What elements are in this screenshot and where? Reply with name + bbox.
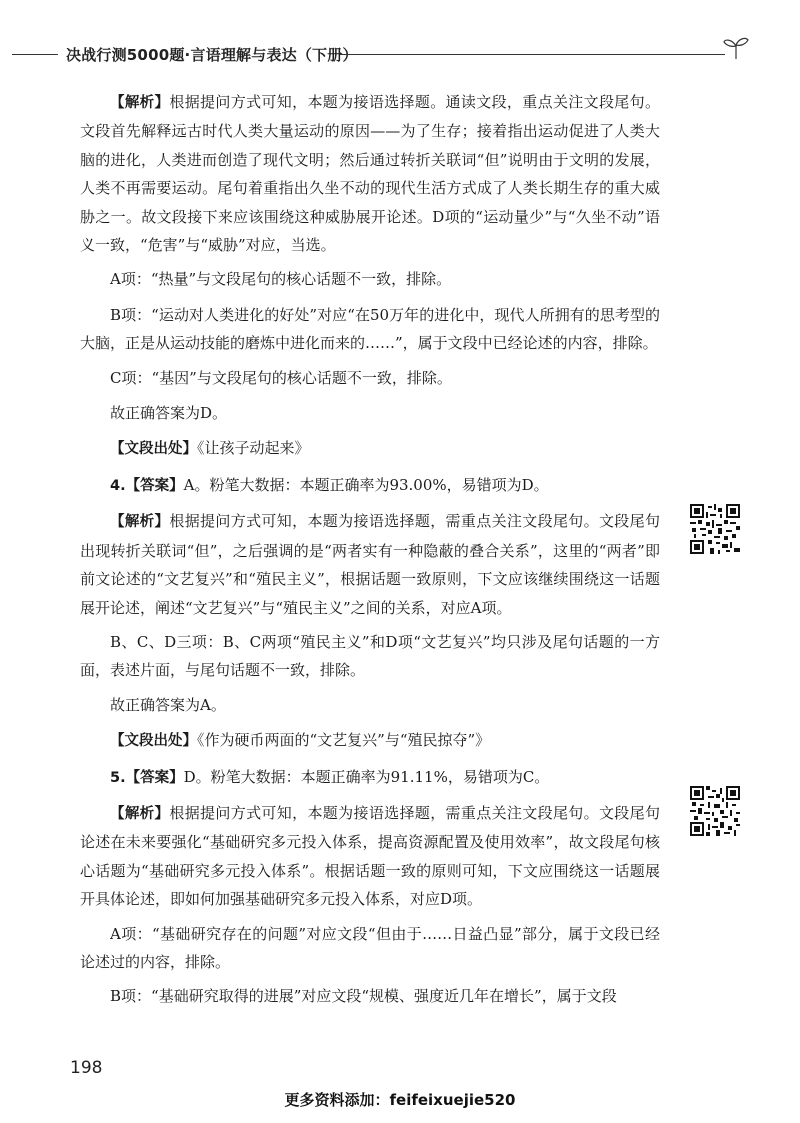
- correct-answer-q3: [80, 399, 660, 427]
- analysis-paragraph-q3: [80, 88, 660, 259]
- option-b-text: B项：“运动对人类进化的好处”对应“在50万年的进化中，现代人所拥有的思考型的大脑，正是从运动技能的磨炼中进化而来的……”，属于文段中已经论述的内容，排除。: [80, 305, 660, 353]
- correct-answer-q4: [80, 691, 660, 719]
- option-a-text: A项：“基础研究存在的问题”对应文段“但由于……日益凸显”部分，属于文段已经论述过的内容，排除。: [80, 924, 660, 971]
- sprout-icon: [722, 36, 750, 60]
- option-a-paragraph-q5: [80, 920, 660, 977]
- answer-text: A。粉笔大数据：本题正确率为93.00%，易错项为D。: [183, 475, 549, 494]
- analysis-paragraph-q4: [80, 507, 660, 622]
- option-c-text: C项：“基因”与文段尾句的核心话题不一致，排除。: [110, 368, 452, 387]
- answer-text: D。粉笔大数据：本题正确率为91.11%，易错项为C。: [183, 767, 550, 786]
- analysis-tag: 【解析】: [110, 514, 170, 531]
- answer-tag: 4.【答案】: [110, 477, 184, 494]
- option-a-paragraph: [80, 265, 660, 293]
- option-b-paragraph-q5: [80, 982, 660, 1010]
- analysis-paragraph-q5: [80, 799, 660, 914]
- source-q4: [80, 726, 660, 755]
- footer-note: 更多资料添加：feifeixuejie520: [284, 1091, 516, 1109]
- answer-explanations: [80, 88, 660, 1017]
- header-rule-right: [340, 54, 725, 55]
- page-header: [0, 34, 800, 74]
- header-rule-left: [12, 54, 58, 55]
- option-b-paragraph: [80, 301, 660, 358]
- option-bcd-paragraph: [80, 628, 660, 685]
- header-title: 决战行测5000题·言语理解与表达（下册）: [66, 46, 358, 64]
- analysis-tag: 【解析】: [110, 95, 170, 111]
- page-number: 198: [70, 1058, 103, 1078]
- answer-q4: [80, 471, 660, 500]
- answer-q5: [80, 763, 660, 792]
- source-text: 《让孩子动起来》: [197, 439, 310, 458]
- option-b-text: B项：“基础研究取得的进展”对应文段“规模、强度近几年在增长”，属于文段: [110, 987, 617, 1006]
- option-c-paragraph: [80, 364, 660, 392]
- analysis-text: 根据提问方式可知，本题为接语选择题，需重点关注文段尾句。文段尾句论述在未来要强化“基础研究多元投入体系，提高资源配置及使用效率”，故文段尾句核心话题为“基础研究多元投入体系”。根据话题一致的原则可知，下文应围绕这一话题展开具体论述，即如何加强基础研究多元投入体系，对应D项。: [80, 803, 660, 909]
- answer-tag: 5.【答案】: [110, 769, 184, 786]
- analysis-text: 根据提问方式可知，本题为接语选择题，需重点关注文段尾句。文段尾句出现转折关联词“但”，之后强调的是“两者实有一种隐蔽的叠合关系”，这里的“两者”即前文论述的“文艺复兴”和“殖民主义”，根据话题一致原则，下文应该继续围绕这一话题展开论述，阐述“文艺复兴”与“殖民主义”之间的关系，对应A项。: [80, 512, 660, 617]
- source-text: 《作为硬币两面的“文艺复兴”与“殖民掠夺”》: [197, 731, 491, 750]
- source-tag: 【文段出处】: [110, 733, 197, 750]
- qr-code-icon[interactable]: [690, 504, 740, 554]
- source-q3: [80, 434, 660, 463]
- correct-answer-text: 故正确答案为D。: [110, 404, 228, 423]
- option-a-text: A项：“热量”与文段尾句的核心话题不一致，排除。: [110, 270, 452, 289]
- source-tag: 【文段出处】: [110, 441, 197, 458]
- qr-code-icon[interactable]: [690, 786, 740, 836]
- analysis-tag: 【解析】: [110, 805, 170, 822]
- analysis-text: 根据提问方式可知，本题为接语选择题。通读文段，重点关注文段尾句。文段首先解释远古时代人类大量运动的原因——为了生存；接着指出运动促进了人类大脑的进化，人类进而创造了现代文明；然后通过转折关联词“但”说明由于文明的发展，人类不再需要运动。尾句着重指出久坐不动的现代生活方式成了人类长期生存的重大威胁之一。故文段接下来应该围绕这种威胁展开论述。D项的“运动量少”与“久坐不动”语义一致，“危害”与“威胁”对应，当选。: [80, 93, 660, 255]
- option-bcd-text: B、C、D三项：B、C两项“殖民主义”和D项“文艺复兴”均只涉及尾句话题的一方面，表述片面，与尾句话题不一致，排除。: [80, 632, 660, 680]
- correct-answer-text: 故正确答案为A。: [110, 695, 226, 714]
